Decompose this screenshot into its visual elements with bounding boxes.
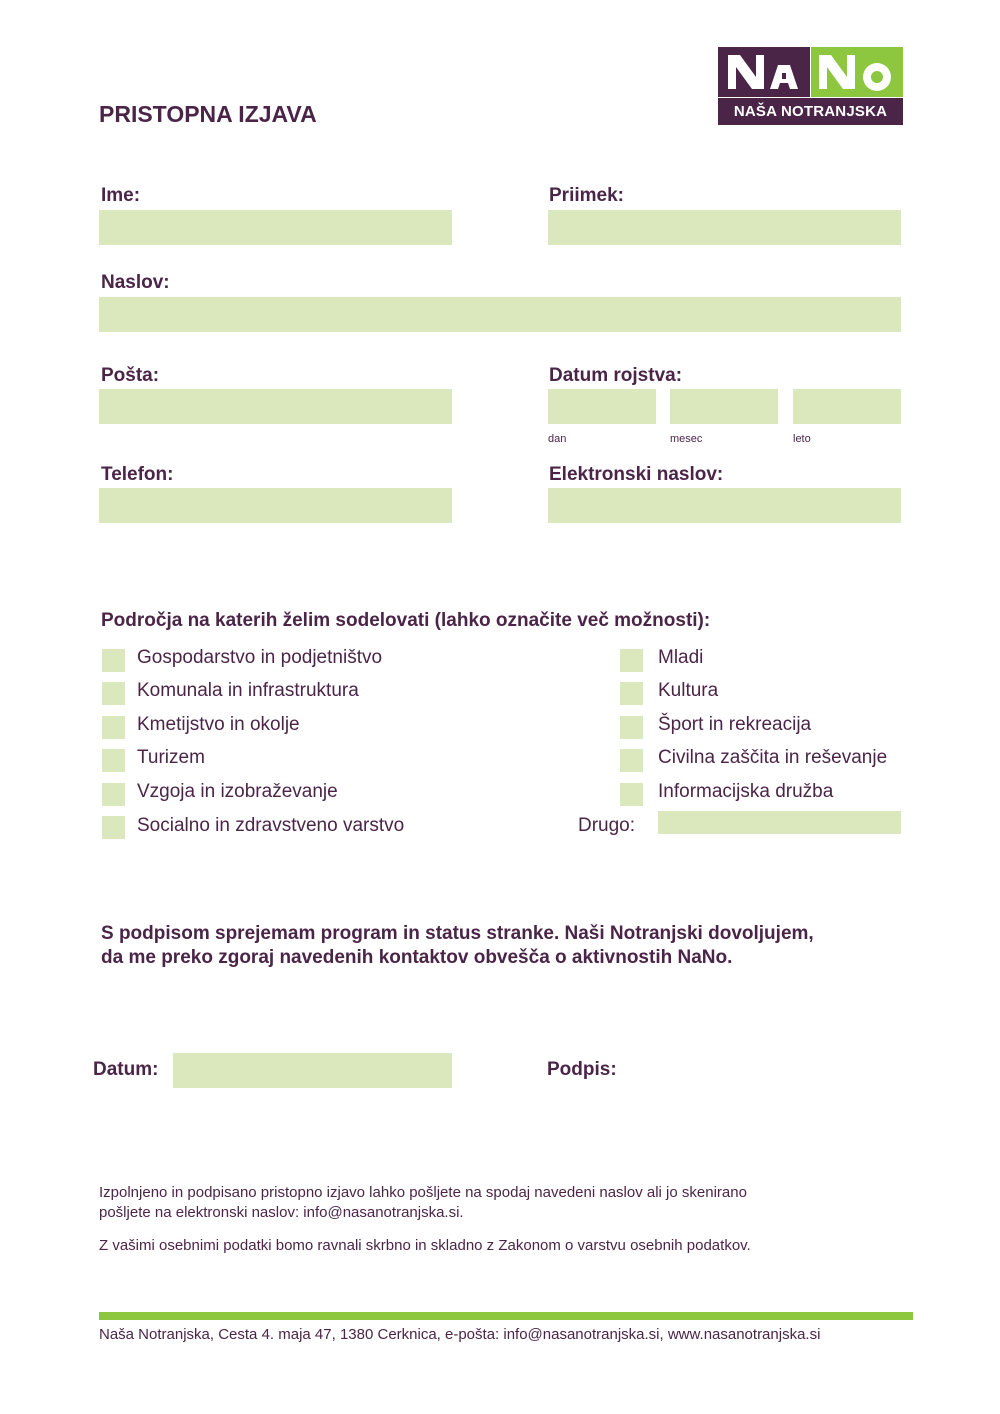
leto-caption: leto (793, 433, 811, 445)
ime-field[interactable] (99, 210, 452, 245)
checkbox-mladi[interactable] (620, 649, 643, 672)
podpis-label: Podpis: (547, 1059, 617, 1080)
checkbox-socialno[interactable] (102, 816, 125, 839)
areas-heading: Področja na katerih želim sodelovati (lahko označite več možnosti): (101, 610, 711, 631)
dan-caption: dan (548, 433, 567, 445)
footer-divider (99, 1312, 913, 1320)
option-turizem: Turizem (137, 747, 205, 768)
datum-field[interactable] (173, 1053, 452, 1088)
footer-text: Naša Notranjska, Cesta 4. maja 47, 1380 Cerknica, e-pošta: info@nasanotranjska.si, www.nasanotranjska.si (99, 1326, 821, 1343)
logo-na-block (718, 47, 810, 97)
email-field[interactable] (548, 488, 901, 523)
notes-line-3: Z vašimi osebnimi podatki bomo ravnali skrbno in skladno z Zakonom o varstvu osebnih podatkov. (99, 1237, 751, 1254)
checkbox-turizem[interactable] (102, 749, 125, 772)
option-informacijska: Informacijska družba (658, 781, 834, 802)
priimek-field[interactable] (548, 210, 901, 245)
checkbox-sport[interactable] (620, 716, 643, 739)
telefon-field[interactable] (99, 488, 452, 523)
datum-label: Datum: (93, 1059, 159, 1080)
mesec-field[interactable] (670, 389, 778, 424)
dan-field[interactable] (548, 389, 656, 424)
option-kmetijstvo: Kmetijstvo in okolje (137, 714, 300, 735)
email-label: Elektronski naslov: (549, 464, 724, 485)
mesec-caption: mesec (670, 433, 703, 445)
logo-no-block (811, 47, 903, 97)
option-sport: Šport in rekreacija (658, 714, 812, 735)
logo-caption: NAŠA NOTRANJSKA (718, 98, 903, 125)
consent-line-2: da me preko zgoraj navedenih kontaktov obvešča o aktivnostih NaNo. (101, 947, 733, 968)
page-title: PRISTOPNA IZJAVA (99, 101, 317, 127)
ime-label: Ime: (101, 185, 141, 206)
drugo-label: Drugo: (578, 815, 636, 836)
naslov-label: Naslov: (101, 272, 170, 293)
telefon-label: Telefon: (101, 464, 174, 485)
checkbox-civilna-zascita[interactable] (620, 749, 643, 772)
notes-paragraph-1 (99, 1183, 747, 1223)
option-mladi: Mladi (658, 647, 704, 668)
datum-rojstva-label: Datum rojstva: (549, 365, 683, 386)
option-gospodarstvo: Gospodarstvo in podjetništvo (137, 647, 383, 668)
checkbox-gospodarstvo[interactable] (102, 649, 125, 672)
notes-line-1: Izpolnjeno in podpisano pristopno izjavo lahko pošljete na spodaj navedeni naslov ali jo skenirano (99, 1184, 747, 1201)
checkbox-komunala[interactable] (102, 682, 125, 705)
drugo-field[interactable] (658, 811, 901, 834)
checkbox-vzgoja[interactable] (102, 783, 125, 806)
leto-field[interactable] (793, 389, 901, 424)
posta-field[interactable] (99, 389, 452, 424)
option-komunala: Komunala in infrastruktura (137, 680, 359, 701)
naslov-field[interactable] (99, 297, 901, 332)
checkbox-kmetijstvo[interactable] (102, 716, 125, 739)
checkbox-informacijska[interactable] (620, 783, 643, 806)
notes-line-2: pošljete na elektronski naslov: info@nasanotranjska.si. (99, 1204, 464, 1221)
checkbox-kultura[interactable] (620, 682, 643, 705)
nano-logo (718, 47, 903, 125)
option-kultura: Kultura (658, 680, 719, 701)
logo-na-mark (718, 47, 810, 97)
posta-label: Pošta: (101, 365, 160, 386)
consent-line-1: S podpisom sprejemam program in status stranke. Naši Notranjski dovoljujem, (101, 923, 814, 944)
option-vzgoja: Vzgoja in izobraževanje (137, 781, 338, 802)
logo-no-mark (811, 47, 903, 97)
consent-text (101, 922, 814, 970)
priimek-label: Priimek: (549, 185, 624, 206)
option-civilna-zascita: Civilna zaščita in reševanje (658, 747, 888, 768)
option-socialno: Socialno in zdravstveno varstvo (137, 815, 405, 836)
